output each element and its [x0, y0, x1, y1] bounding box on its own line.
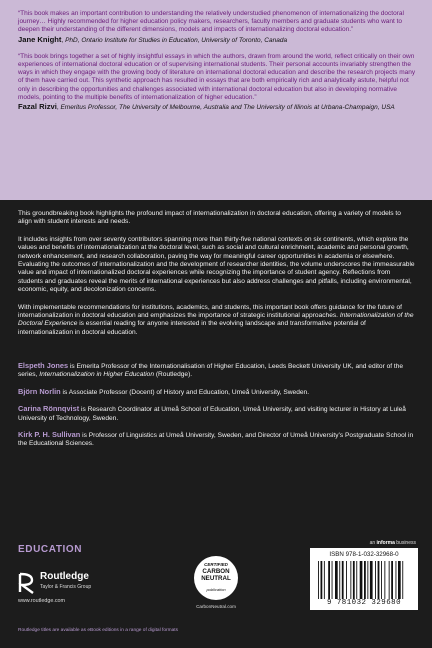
book-title-italic: Internationalization of the Doctoral Experience	[18, 312, 414, 328]
author-bios	[18, 362, 416, 457]
author-bio-text: is Emerita Professor of the Internationalisation of Higher Education, Leeds Beckett University UK, and editor of the series,	[18, 363, 404, 379]
author-bio-text: is Research Coordinator at Umeå School of Education, Umeå University, and visiting lecturer in History at Luleå University of Technology, Sweden.	[18, 406, 406, 422]
carbon-neutral-badge-icon	[194, 556, 238, 600]
author-bio	[18, 362, 416, 380]
endorsement-attribution: Jane Knight, PhD, Ontario Institute for Studies in Education, University of Toronto, Canada	[18, 34, 288, 44]
author-name: Carina Rönnqvist	[18, 404, 80, 414]
seal-main-text: CARBON NEUTRAL	[201, 568, 231, 582]
endorsement-quote: “This book brings together a set of highly insightful essays in which the authors, drawn from around the world, reflect critically on their own experiences of international doctoral education or of supervising international students. Their personal accounts invariably strengthen the ways in which they engage with the growing body of literature on international doctoral education and describe the research projects many of them have carried out. This synthetic approach has resulted in essays that are both empirically rich and analytically astute, helpful not only in describing the opportunities and challenges associated with international doctoral education but also in developing normative models, pointing to the multiple benefits of internationalization of higher education.”	[18, 52, 416, 101]
author-bio	[18, 388, 416, 397]
isbn-barcode	[310, 548, 418, 610]
book-description	[18, 210, 416, 346]
barcode-digits: 9 781032 329680	[326, 599, 402, 607]
author-name: Kirk P. H. Sullivan	[18, 430, 81, 440]
informa-tagline	[330, 540, 416, 546]
informa-suffix: business	[394, 540, 416, 546]
author-bio-text: is Associate Professor (Docent) of History and Education, Umeå University, Sweden.	[60, 388, 310, 396]
subject-category: EDUCATION	[18, 544, 83, 555]
endorsement-quote: “This book makes an important contribution to understanding the relatively understudied phenomenon of internationalizing the doctoral journey… Highly recommended for higher education policy makers, researchers, faculty members and graduate students who want to deepen their understanding of the different dimensions, models and impacts of internationalizing doctoral education.”	[18, 10, 404, 34]
author-bio	[18, 405, 416, 423]
author-name: Björn Norlin	[18, 386, 61, 396]
publisher-name: Routledge	[40, 571, 89, 582]
carbon-neutral-url[interactable]: CarbonNeutral.com	[196, 604, 236, 609]
author-bio	[18, 431, 416, 449]
endorser-name: Jane Knight	[18, 34, 62, 44]
ebook-note: Routledge titles are available as eBook editions in a range of digital formats	[18, 628, 178, 633]
publisher-url[interactable]: www.routledge.com	[18, 598, 66, 604]
description-paragraph: This groundbreaking book highlights the profound impact of internationalization in doctoral education, offering a variety of models to align with student interests and needs.	[18, 210, 401, 226]
routledge-logo	[18, 570, 128, 610]
author-bio-text: (Routledge).	[154, 371, 193, 379]
endorsement-attribution: Fazal Rizvi, Emeritus Professor, The University of Melbourne, Australia and The University of Illinois at Urbana-Champaign, USA	[18, 102, 395, 112]
isbn-label: ISBN 978-1-032-32968-0	[329, 551, 399, 558]
seal-top-text: CERTIFIED	[204, 562, 228, 567]
barcode-icon	[318, 561, 410, 599]
description-paragraph: It includes insights from over seventy contributors spanning more than thirty-five national contexts on six continents, which explore the values and benefits of internationalization at the doctoral level, such as social and cultural enrichment, academic and personal growth, network enhancement, and research collaboration, paving the way for meaningful career opportunities in academia or elsewhere. Evaluating the outcomes of internationalization and the development of researcher identities, the volume underscores the immeasurable value and impact of internationalized doctoral experiences while recognizing the importance of student agency. Reflections from students and graduates reveal the merits of international experiences but also address challenges and pitfalls, including environmental, economic, equity, and decolonization concerns.	[18, 235, 415, 294]
endorser-affiliation: PhD, Ontario Institute for Studies in Education, University of Toronto, Canada	[65, 36, 288, 44]
carbon-neutral-seal	[186, 556, 246, 622]
endorser-name: Fazal Rizvi	[18, 102, 57, 112]
series-title: Internationalization in Higher Education	[39, 371, 154, 379]
description-text: With implementable recommendations for institutions, academics, and students, this important book offers guidance for the future of internationalization in doctoral education and emphasizes the importance of strategic institutional approaches.	[18, 303, 402, 320]
publisher-group: Taylor & Francis Group	[40, 584, 92, 590]
informa-prefix: an	[369, 540, 377, 546]
author-bio-text: is Professor of Linguistics at Umeå University, Sweden, and Director of Umeå University’s Postgraduate School in the Educational Sciences.	[18, 432, 414, 448]
endorser-affiliation: Emeritus Professor, The University of Melbourne, Australia and The University of Illinois at Urbana-Champaign, USA	[60, 104, 395, 112]
seal-bottom-text: publication	[206, 587, 226, 592]
endorsements-band	[0, 0, 432, 200]
routledge-mark-icon	[18, 572, 36, 594]
description-paragraph	[18, 304, 416, 338]
description-text: is essential reading for anyone interested in the evolving landscape and transformative potential of internationalization in doctoral education.	[18, 320, 366, 336]
informa-brand: informa	[376, 540, 395, 546]
author-name: Elspeth Jones	[18, 361, 69, 370]
